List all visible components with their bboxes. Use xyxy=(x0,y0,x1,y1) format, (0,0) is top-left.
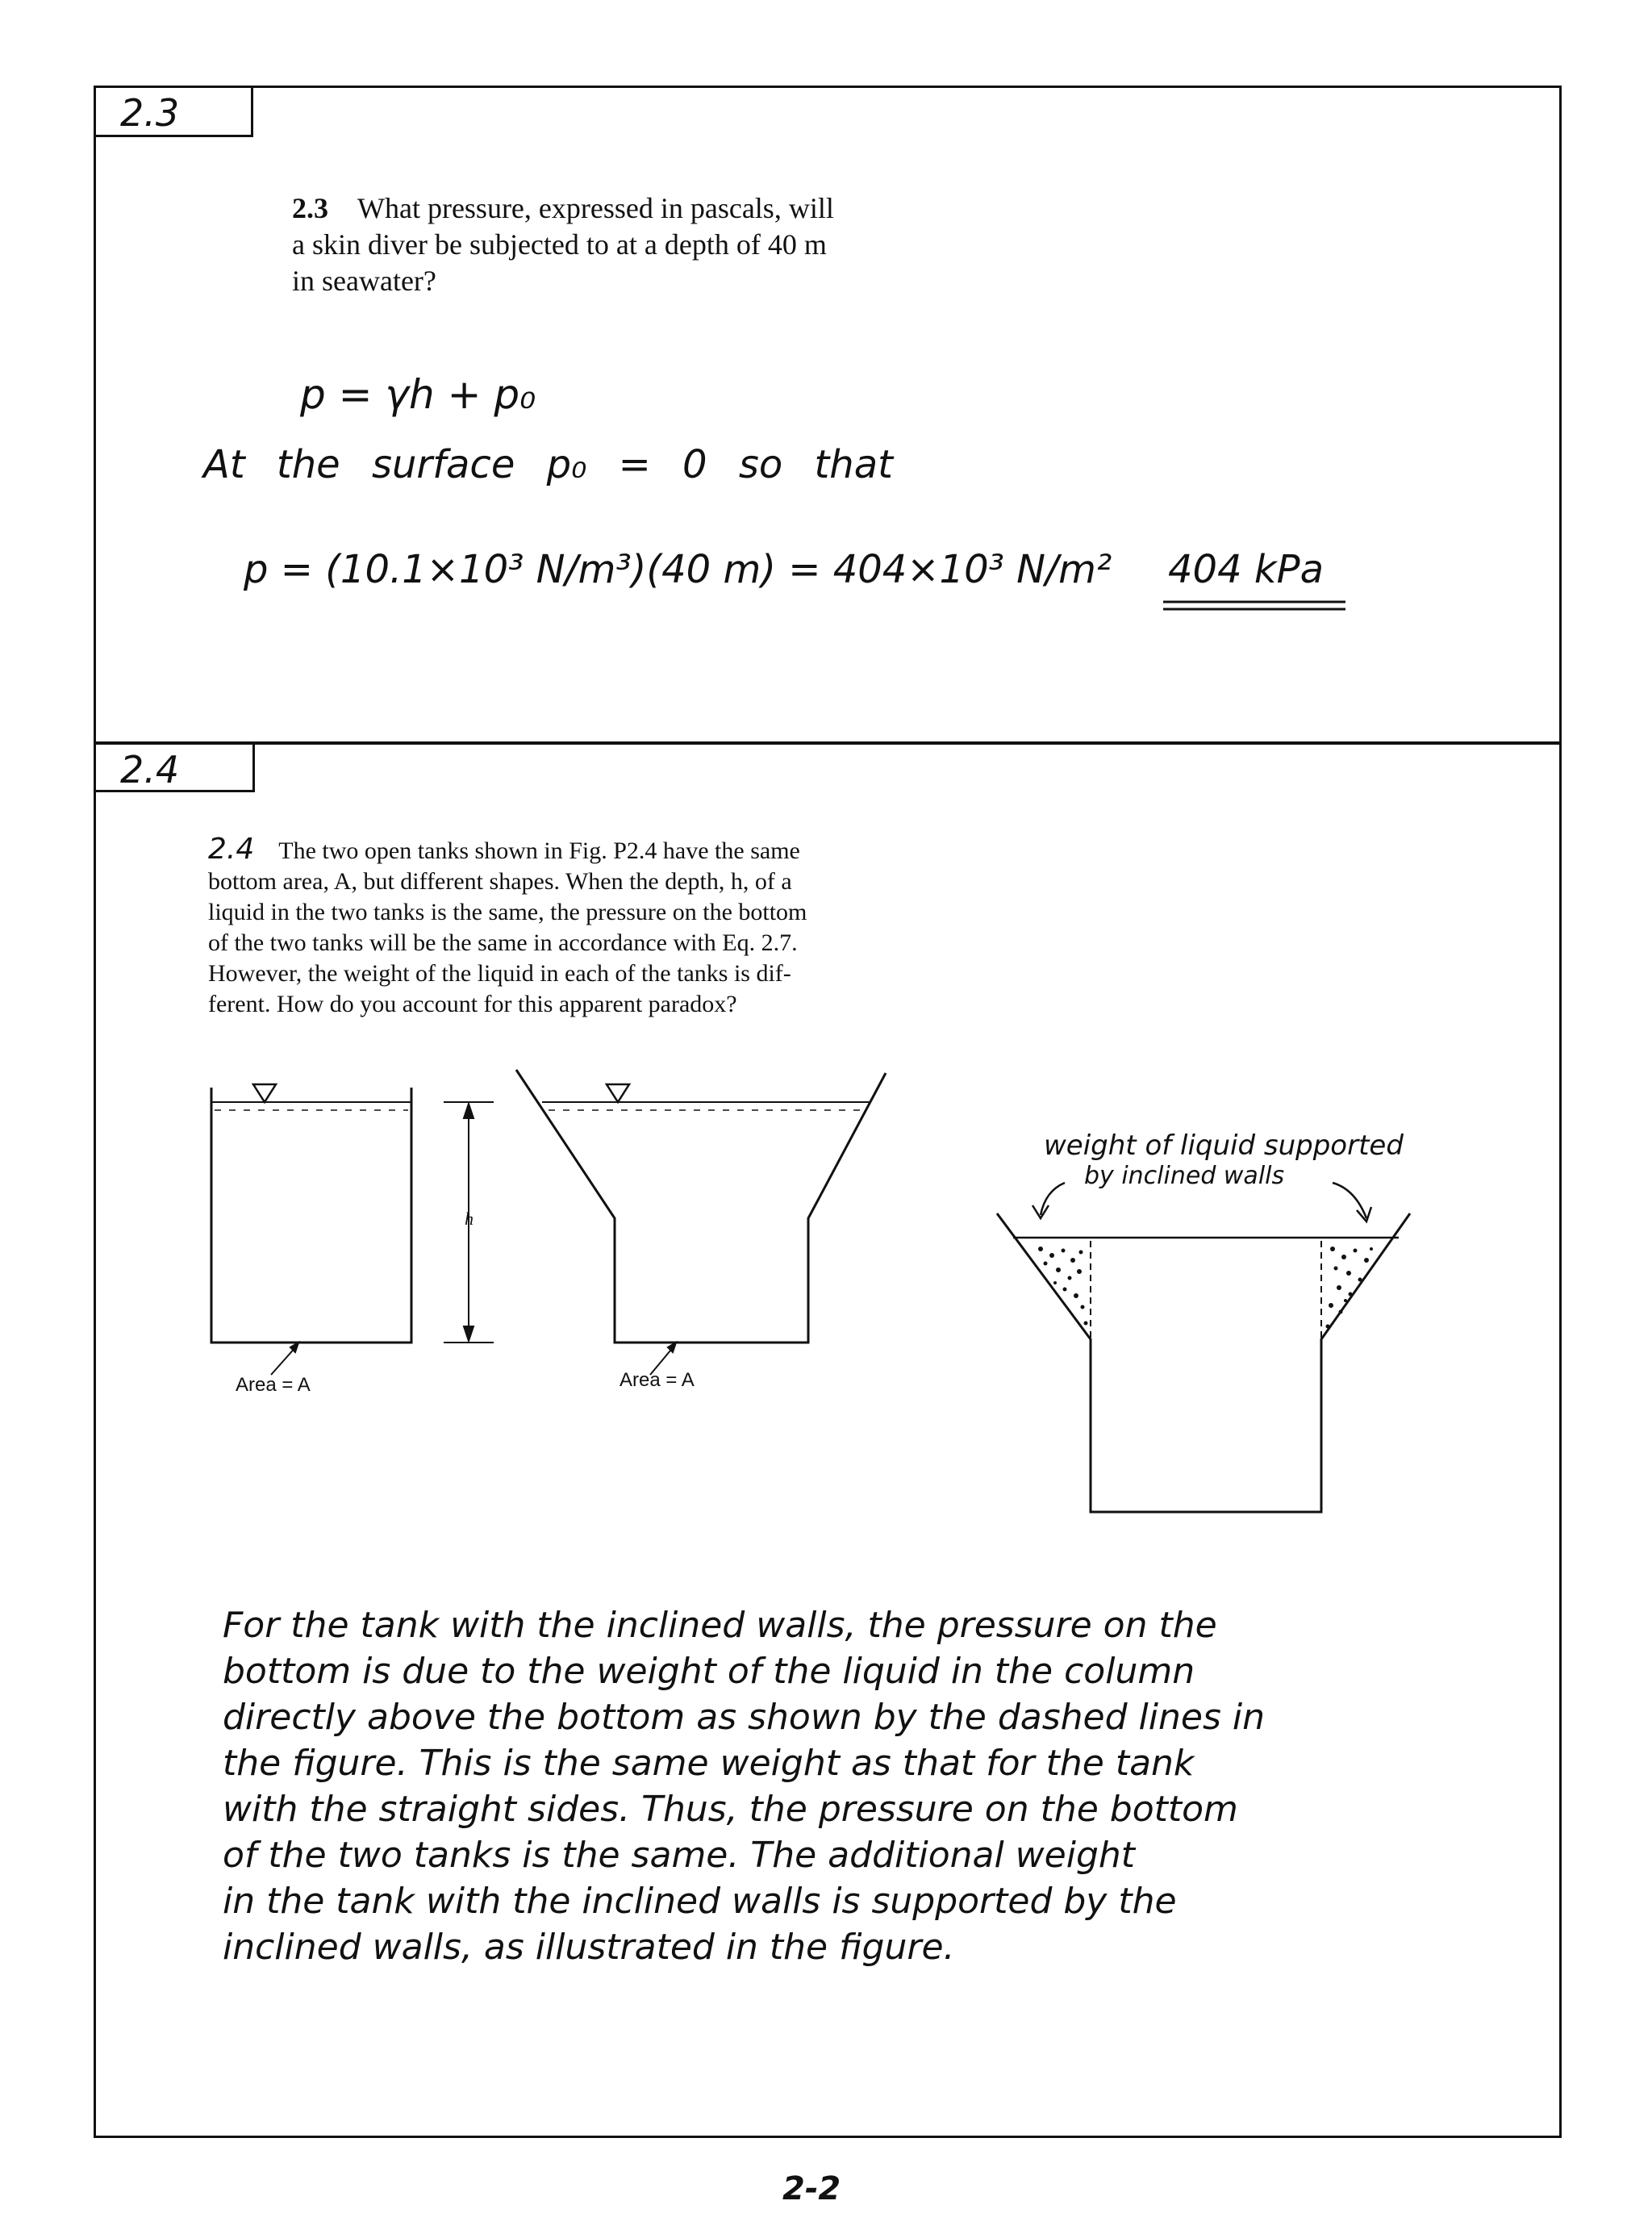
answer-line-7: in the tank with the inclined walls is supported by the xyxy=(223,1881,1177,1922)
page-number: 2-2 xyxy=(782,2170,841,2207)
question-2-4-line-5: However, the weight of the liquid in each of the tanks is dif- xyxy=(208,960,791,987)
question-2-3-number: 2.3 xyxy=(292,192,328,224)
section-2-4-tag: 2.4 xyxy=(94,742,255,792)
question-2-4-number: 2.4 xyxy=(208,833,255,866)
annotation-line-1: weight of liquid supported xyxy=(1044,1130,1404,1162)
area-label-left: Area = A xyxy=(236,1374,311,1396)
answer-line-1: For the tank with the inclined walls, the pressure on the xyxy=(223,1605,1217,1646)
inclined-wall-tank xyxy=(516,1070,886,1343)
area-label-right: Area = A xyxy=(620,1369,695,1391)
section-2-3-tag: 2.3 xyxy=(94,86,253,137)
answer-line-5: with the straight sides. Thus, the pressure on the bottom xyxy=(223,1789,1238,1830)
answer-line-8: inclined walls, as illustrated in the figure. xyxy=(223,1927,955,1968)
question-2-4-line-2: bottom area, A, but different shapes. When the depth, h, of a xyxy=(208,868,792,895)
surface-statement: At the surface p₀ = 0 so that xyxy=(203,442,893,487)
pressure-calculation: p = (10.1×10³ N/m³)(40 m) = 404×10³ N/m² xyxy=(244,547,1112,592)
question-2-3-line-1: What pressure, expressed in pascals, will xyxy=(357,192,834,224)
answer-line-6: of the two tanks is the same. The additional weight xyxy=(223,1835,1136,1876)
question-2-3-line-3: in seawater? xyxy=(292,265,436,297)
answer-2-4 xyxy=(223,1602,1265,1970)
question-2-4-line-3: liquid in the two tanks is the same, the pressure on the bottom xyxy=(208,899,807,925)
answer-line-2: bottom is due to the weight of the liquid in the column xyxy=(223,1651,1195,1692)
inclined-wall-sketch xyxy=(997,1213,1410,1512)
annotation-line-2: by inclined walls xyxy=(1084,1162,1285,1190)
straight-tank xyxy=(211,1084,411,1343)
h-label: h xyxy=(465,1209,473,1229)
question-2-4-line-4: of the two tanks will be the same in accordance with Eq. 2.7. xyxy=(208,929,798,956)
stippled-wall-liquid-right xyxy=(1326,1247,1374,1329)
question-2-4-line-6: ferent. How do you account for this apparent paradox? xyxy=(208,991,737,1017)
equation-pressure: p = γh + p₀ xyxy=(300,371,536,418)
stippled-wall-liquid-left xyxy=(1038,1247,1088,1326)
answer-line-3: directly above the bottom as shown by the dashed lines in xyxy=(223,1697,1265,1738)
question-2-4-line-1: The two open tanks shown in Fig. P2.4 have the same xyxy=(278,837,800,864)
pressure-result: 404 kPa xyxy=(1168,547,1325,592)
question-2-3-line-2: a skin diver be subjected to at a depth of 40 m xyxy=(292,228,827,261)
answer-line-4: the figure. This is the same weight as that for the tank xyxy=(223,1743,1195,1784)
